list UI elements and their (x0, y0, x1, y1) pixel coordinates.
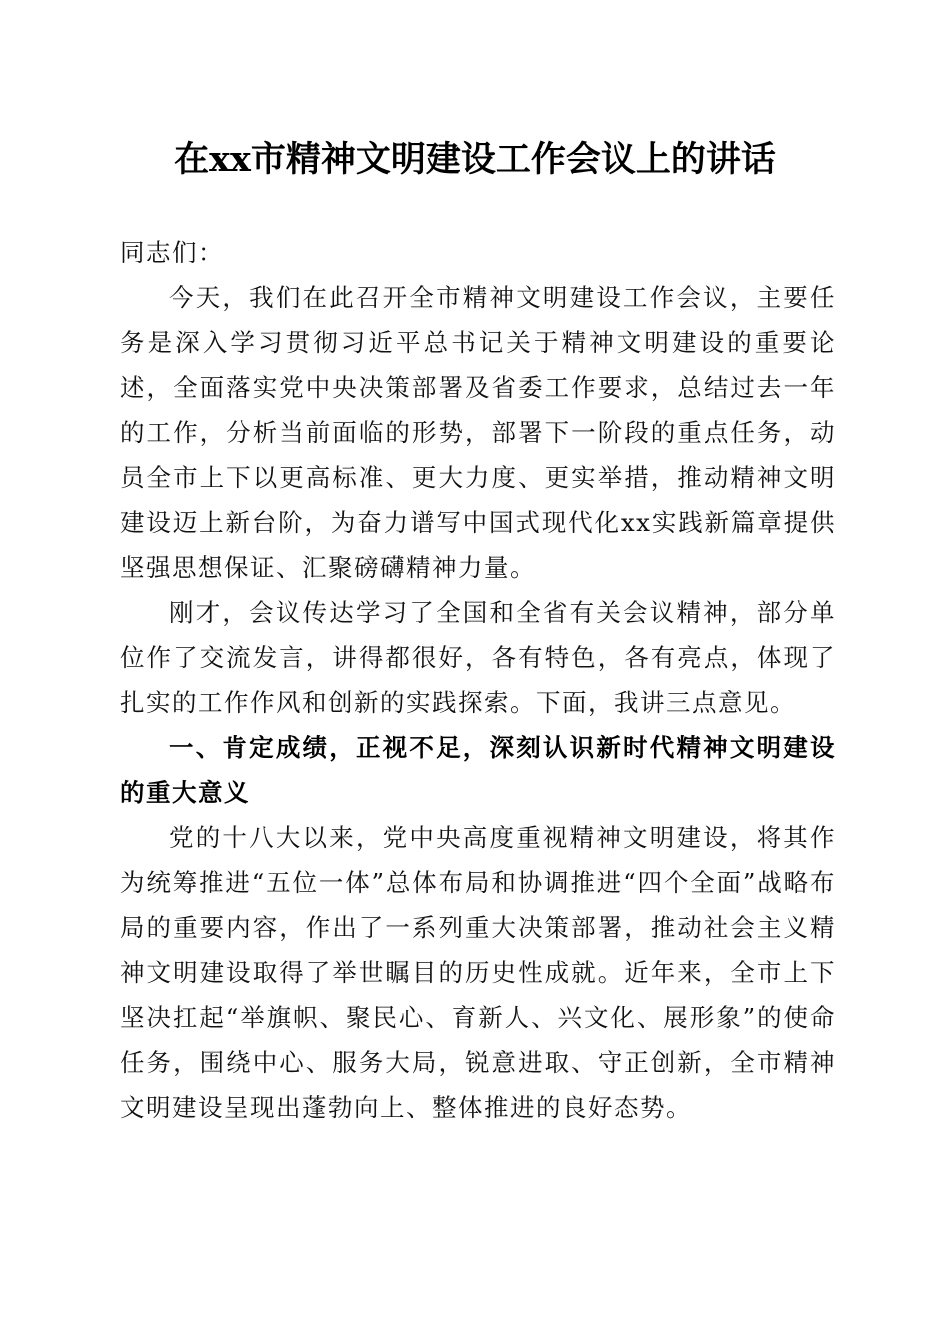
opening-paragraph: 今天，我们在此召开全市精神文明建设工作会议，主要任务是深入学习贯彻习近平总书记关于精神文明建设的重要论述，全面落实党中央决策部署及省委工作要求，总结过去一年的工作，分析当前面临的形势，部署下一阶段的重点任务，动员全市上下以更高标准、更大力度、更实举措，推动精神文明建设迈上新台阶，为奋力谱写中国式现代化xx实践新篇章提供坚强思想保证、汇聚磅礴精神力量。 (120, 283, 836, 582)
section-heading: 一、肯定成绩，正视不足，深刻认识新时代精神文明建设的重大意义 (120, 733, 836, 807)
document-body (120, 230, 836, 1130)
section-paragraph: 党的十八大以来，党中央高度重视精神文明建设，将其作为统筹推进“五位一体”总体布局和协调推进“四个全面”战略布局的重要内容，作出了一系列重大决策部署，推动社会主义精神文明建设取得了举世瞩目的历史性成就。近年来，全市上下坚决扛起“举旗帜、聚民心、育新人、兴文化、展形象”的使命任务，围绕中心、服务大局，锐意进取、守正创新，全市精神文明建设呈现出蓬勃向上、整体推进的良好态势。 (120, 823, 836, 1122)
document-title: 在xx市精神文明建设工作会议上的讲话 (174, 139, 776, 180)
salutation: 同志们： (120, 238, 224, 267)
meeting-summary-paragraph: 刚才，会议传达学习了全国和全省有关会议精神，部分单位作了交流发言，讲得都很好，各有特色，各有亮点，体现了扎实的工作作风和创新的实践探索。下面，我讲三点意见。 (120, 598, 836, 717)
